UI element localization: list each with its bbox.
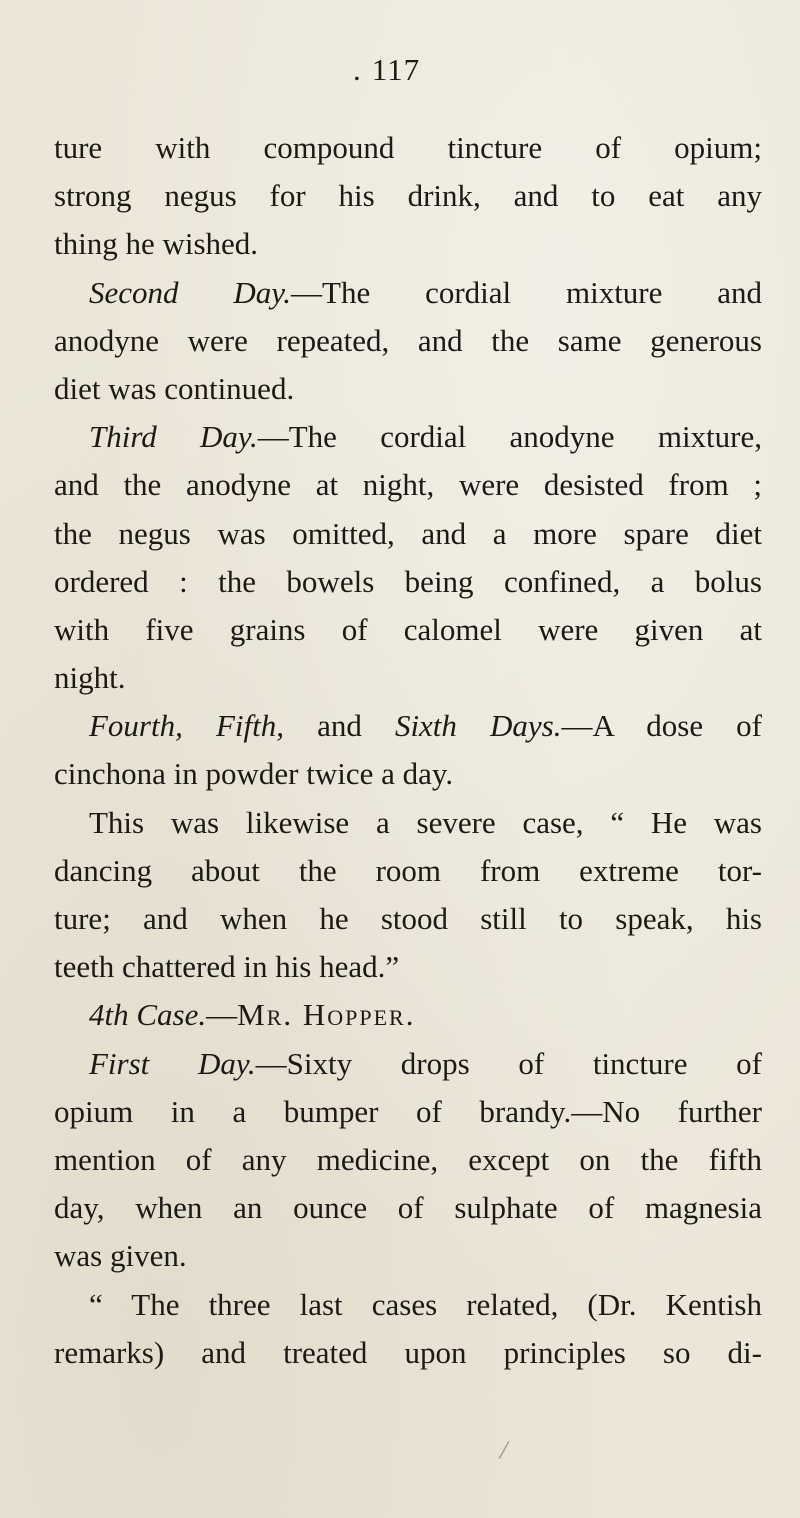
page-number-value: 117 xyxy=(371,52,421,87)
text-line: dancing about the room from extreme tor- xyxy=(54,852,762,888)
day-heading: Third Day. xyxy=(89,419,258,455)
text-line: This was likewise a severe case, “ He was xyxy=(89,804,762,840)
text-line: 4th Case.—Mr. Hopper. xyxy=(89,997,416,1033)
text-line: cinchona in powder twice a day. xyxy=(54,756,454,792)
text-line: the negus was omitted, and a more spare diet xyxy=(54,515,762,551)
text-line: ture with compound tincture of opium; xyxy=(54,130,762,165)
text-line: diet was continued. xyxy=(54,370,295,406)
text-line: remarks) and treated upon principles so di- xyxy=(54,1334,762,1370)
text-line: “ The three last cases related, (Dr. Kentish xyxy=(89,1286,762,1322)
text-line: was given. xyxy=(54,1238,187,1274)
text-line: First Day.—Sixty drops of tincture of xyxy=(89,1045,762,1081)
text-line: opium in a bumper of brandy.—No further xyxy=(54,1093,762,1129)
day-heading: Sixth Days. xyxy=(394,708,562,744)
text-line: anodyne were repeated, and the same generous xyxy=(54,322,762,358)
page-number-dot: . xyxy=(353,52,362,87)
text-line: with five grains of calomel were given at xyxy=(54,611,762,647)
day-heading: First Day. xyxy=(89,1045,256,1081)
text-line: day, when an ounce of sulphate of magnesia xyxy=(54,1190,762,1226)
text-line: mention of any medicine, except on the fifth xyxy=(54,1141,762,1177)
text-line: ordered : the bowels being confined, a bolus xyxy=(54,563,762,599)
text-line: teeth chattered in his head.” xyxy=(54,949,400,985)
text-line: strong negus for his drink, and to eat any xyxy=(54,178,762,214)
text-line: ture; and when he stood still to speak, his xyxy=(54,901,762,936)
page-number xyxy=(353,52,420,88)
case-heading: 4th Case. xyxy=(89,997,207,1033)
text-line: Second Day.—The cordial mixture and xyxy=(89,274,762,310)
text-line: night. xyxy=(54,660,126,696)
stray-mark: / xyxy=(497,1434,511,1467)
day-heading: Fourth, Fifth, xyxy=(89,708,284,744)
body-text xyxy=(54,124,762,1377)
text-line: Third Day.—The cordial anodyne mixture, xyxy=(89,419,763,455)
text-line: and the anodyne at night, were desisted from ; xyxy=(54,467,762,503)
text-line: Fourth, Fifth, and Sixth Days.—A dose of xyxy=(89,708,762,744)
patient-name: Mr. Hopper. xyxy=(237,997,416,1033)
text-line: thing he wished. xyxy=(54,226,259,262)
day-heading: Second Day. xyxy=(89,274,292,310)
